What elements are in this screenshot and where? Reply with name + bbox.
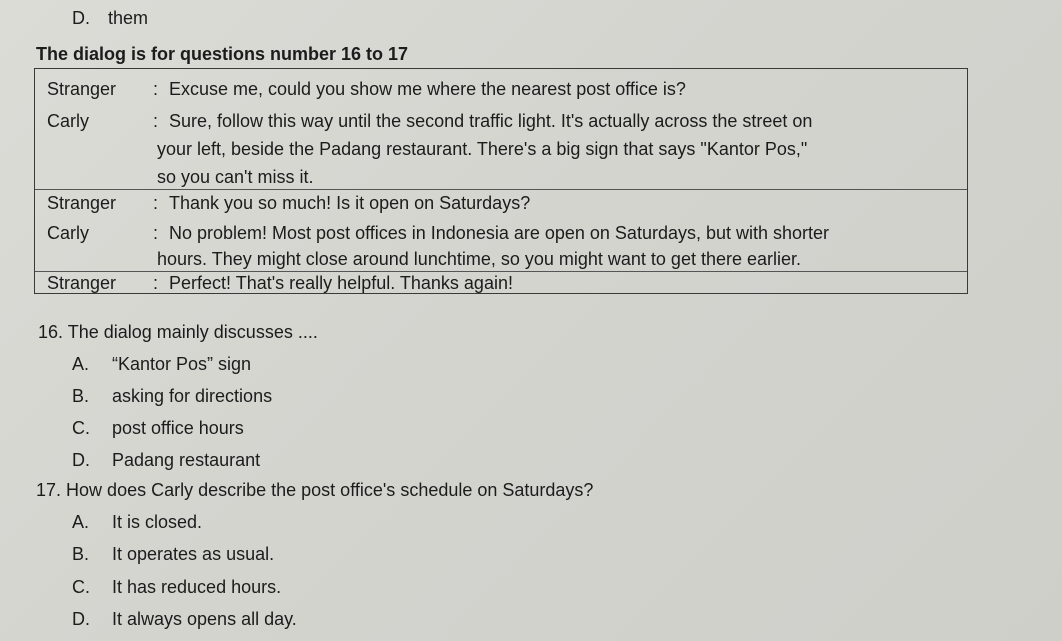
dialog-line	[47, 223, 829, 244]
option-letter: D.	[72, 609, 90, 629]
answer-option[interactable]	[72, 544, 274, 565]
dialog-line	[47, 273, 513, 294]
dialog-box	[34, 68, 968, 294]
speaker-name: Carly	[47, 223, 90, 243]
dialog-text: Perfect! That's really helpful. Thanks again!	[169, 273, 513, 293]
dialog-line	[47, 193, 530, 214]
option-text: asking for directions	[112, 386, 273, 406]
dialog-text: Sure, follow this way until the second traffic light. It's actually across the street on	[169, 111, 813, 131]
answer-option[interactable]	[72, 450, 260, 471]
option-letter: C.	[72, 577, 90, 597]
answer-option[interactable]	[72, 354, 251, 375]
speaker-name: Stranger	[47, 273, 117, 293]
answer-option[interactable]	[72, 386, 272, 407]
option-text: Padang restaurant	[112, 450, 261, 470]
answer-option[interactable]	[72, 609, 297, 630]
speaker-colon: :	[153, 79, 159, 99]
option-letter: B.	[72, 386, 90, 406]
answer-option[interactable]	[72, 577, 281, 598]
option-letter: D.	[72, 8, 90, 28]
option-text: It is closed.	[112, 512, 203, 532]
question-number: 16.	[38, 322, 64, 342]
option-text: It always opens all day.	[112, 609, 297, 629]
answer-option[interactable]	[72, 512, 202, 533]
speaker-name: Carly	[47, 111, 90, 131]
dialog-text: Thank you so much! Is it open on Saturdays?	[169, 193, 531, 213]
question-text: The dialog mainly discusses ....	[67, 322, 318, 342]
dialog-line	[47, 111, 812, 132]
option-text: It has reduced hours.	[112, 577, 282, 597]
speaker-name: Stranger	[47, 193, 117, 213]
speaker-colon: :	[153, 193, 159, 213]
option-letter: C.	[72, 418, 90, 438]
answer-option[interactable]	[72, 418, 244, 439]
option-letter: A.	[72, 512, 90, 532]
dialog-text: Excuse me, could you show me where the nearest post office is?	[169, 79, 686, 99]
question-number: 17.	[36, 480, 62, 500]
option-text: “Kantor Pos” sign	[112, 354, 252, 374]
question-17	[36, 480, 593, 501]
speaker-colon: :	[153, 273, 159, 293]
option-letter: D.	[72, 450, 90, 470]
option-letter: A.	[72, 354, 90, 374]
dialog-continuation-line: your left, beside the Padang restaurant. There's a big sign that says "Kantor Pos,"	[157, 139, 808, 159]
question-text: How does Carly describe the post office's schedule on Saturdays?	[66, 480, 594, 500]
speaker-colon: :	[153, 223, 159, 243]
dialog-divider	[35, 189, 967, 190]
option-letter: B.	[72, 544, 90, 564]
dialog-divider	[35, 271, 967, 272]
dialog-continuation-line: so you can't miss it.	[157, 167, 314, 187]
option-text: It operates as usual.	[112, 544, 275, 564]
dialog-intro-heading: The dialog is for questions number 16 to 17	[36, 44, 409, 64]
dialog-line	[47, 79, 686, 100]
question-16	[38, 322, 318, 343]
option-text: them	[108, 8, 149, 28]
previous-question-option-d	[72, 8, 148, 29]
option-text: post office hours	[112, 418, 244, 438]
speaker-name: Stranger	[47, 79, 117, 99]
dialog-text: No problem! Most post offices in Indonesia are open on Saturdays, but with shorter	[169, 223, 830, 243]
speaker-colon: :	[153, 111, 159, 131]
dialog-continuation-line: hours. They might close around lunchtime, so you might want to get there earlier.	[157, 249, 802, 269]
